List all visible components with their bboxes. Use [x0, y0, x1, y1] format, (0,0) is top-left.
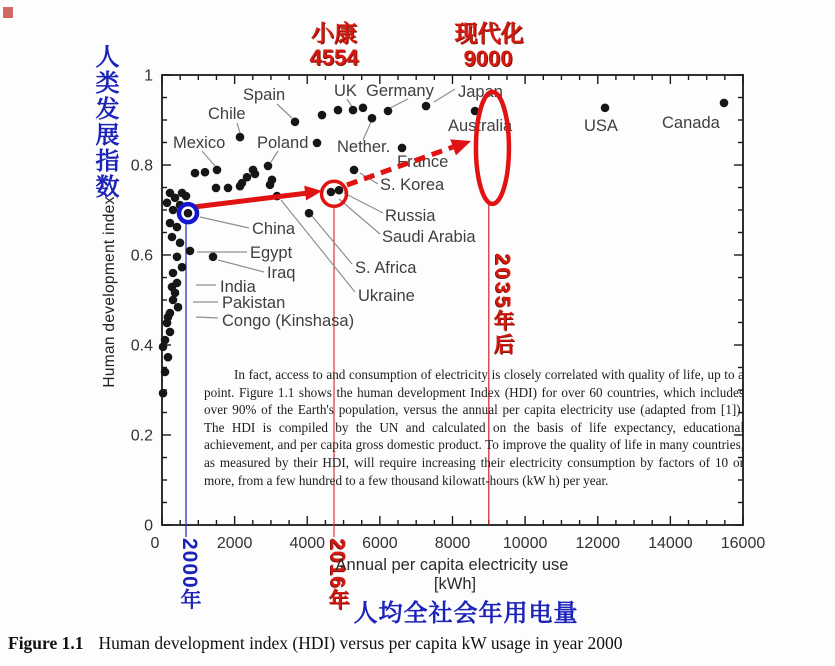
country-label: China [252, 220, 296, 238]
data-point-china [184, 209, 193, 218]
country-label: India [220, 278, 256, 296]
leader-line [200, 217, 249, 228]
modernization-annotation-title: 现代化 [454, 20, 524, 46]
data-point-poland [264, 162, 273, 171]
x-axis-unit-label: [kWh] [433, 575, 477, 593]
leader-line [196, 317, 218, 318]
y-tick-label: 0.4 [130, 337, 153, 355]
data-point [161, 336, 170, 345]
data-point-mexico [213, 166, 222, 175]
data-point [212, 184, 221, 193]
data-point-usa [601, 104, 610, 113]
x-tick-label: 12000 [575, 535, 620, 552]
data-point [169, 269, 178, 278]
leader-line [434, 89, 455, 102]
country-label: Congo (Kinshasa) [222, 312, 355, 330]
leader-line [339, 199, 380, 234]
x-axis-chinese-label: 人均全社会年用电量 [353, 600, 579, 627]
growth-arrow-solid-head [304, 186, 322, 201]
data-point [166, 189, 175, 198]
data-point [173, 252, 182, 261]
caption-text: Human development index (HDI) versus per capita kW usage in year 2000 [98, 633, 623, 653]
data-point [268, 176, 277, 185]
data-point-saudi-arabia [327, 188, 336, 197]
x-tick-label: 2000 [216, 535, 253, 552]
y-tick-label: 0.6 [130, 247, 153, 265]
data-point [182, 192, 191, 201]
data-point [238, 179, 247, 188]
data-point [191, 169, 200, 178]
country-label: Chile [208, 105, 246, 123]
data-point [161, 368, 170, 377]
country-label: S. Africa [355, 259, 417, 277]
data-point [166, 328, 175, 337]
leader-line [277, 104, 292, 118]
data-point [178, 263, 187, 272]
y-tick-label: 1 [144, 67, 153, 85]
xiaokang-annotation-title: 小康 [311, 20, 357, 46]
data-point-japan [422, 102, 431, 111]
x-tick-label: 4000 [289, 535, 326, 552]
data-point [318, 111, 327, 120]
data-point [359, 104, 368, 113]
country-label: France [397, 153, 449, 171]
country-label: Russia [385, 207, 436, 225]
year-2000-annotation: 2000年 [178, 538, 201, 611]
data-point-canada [720, 99, 729, 108]
data-point-congo-kinshasa [164, 313, 173, 322]
leader-line [237, 123, 240, 133]
x-tick-label: 6000 [362, 535, 398, 552]
leader-line [271, 151, 278, 162]
data-point-egypt [186, 247, 195, 256]
data-point [159, 389, 168, 398]
leader-line [347, 99, 352, 107]
data-point-s-africa [305, 209, 314, 218]
y-axis-label: Human development index [101, 196, 118, 388]
xiaokang-annotation-value: 4554 [309, 45, 359, 70]
data-point-nether [368, 114, 377, 123]
data-point [164, 353, 173, 362]
country-label: Nether. [337, 138, 391, 156]
figure-caption [8, 633, 623, 654]
data-point-iraq [209, 252, 218, 261]
data-point [168, 233, 177, 242]
caption-prefix: Figure 1.1 [8, 633, 84, 653]
leader-line [344, 193, 383, 213]
country-label: Saudi Arabia [382, 228, 476, 246]
embedded-paragraph: In fact, access to and consumption of electricity is closely correlated with quality of life, up to a point. Figure 1.1 shows the human development Index (HDI) for over 60 countries, which includes over 90% of the Earth's population, versus the annual per capita electricity use (adapted from [1]). The HDI is compiled by the UN and calculated on the basis of life expectancy, educational achievement, and per capita gross domestic product. To improve the quality of life in many countries, as measured by their HDI, will require increasing their electricity consumption by factors of 10 or more, from a few hundred to a few thousand kilowatt-hours (kW h) per year. [204, 367, 744, 488]
country-label: Spain [243, 86, 286, 104]
growth-arrow-solid [194, 193, 308, 207]
data-point [224, 184, 233, 193]
x-tick-label: 10000 [502, 535, 548, 552]
data-point-uk [349, 106, 358, 115]
y-tick-label: 0.8 [130, 157, 153, 175]
data-point [334, 106, 343, 115]
data-point-chile [236, 133, 245, 142]
leader-line [312, 216, 352, 264]
year-2016-annotation: 2016年 [326, 538, 349, 611]
data-point [249, 166, 258, 175]
leader-line [202, 151, 215, 166]
data-point-s-korea [350, 166, 359, 175]
x-axis-label: Annual per capita electricity use [335, 556, 569, 574]
data-point-india [173, 279, 182, 288]
country-label: Iraq [267, 264, 296, 282]
y-tick-label: 0 [144, 517, 153, 535]
country-label: Australia [448, 117, 513, 135]
data-point-spain [291, 118, 300, 127]
data-point [201, 168, 210, 177]
after-2035-annotation: 2035年后 [491, 253, 514, 357]
data-point [169, 206, 178, 215]
country-label: Canada [662, 114, 720, 132]
country-label: S. Korea [380, 176, 445, 194]
data-point [176, 239, 185, 248]
country-label: Japan [458, 83, 503, 101]
y-axis-chinese-label: 人类发展指数 [91, 44, 118, 200]
country-label: Poland [257, 134, 309, 152]
country-label: Ukraine [358, 287, 415, 305]
modernization-annotation-value: 9000 [463, 46, 513, 71]
y-tick-label: 0.2 [130, 427, 153, 445]
data-point [174, 303, 183, 312]
country-label: UK [334, 82, 357, 100]
country-label: Egypt [250, 244, 293, 262]
data-point [173, 223, 182, 232]
country-label: USA [584, 117, 618, 135]
x-tick-label: 8000 [434, 535, 471, 552]
growth-arrow-dashed-head [450, 139, 471, 155]
data-point [163, 199, 172, 208]
country-label: Pakistan [222, 294, 286, 312]
leader-line [390, 99, 408, 108]
x-tick-label: 16000 [720, 535, 766, 552]
data-point-france [398, 144, 407, 153]
data-point [313, 139, 322, 148]
data-point-germany [384, 107, 393, 116]
red-corner-mark [3, 7, 13, 18]
data-point-russia [335, 186, 344, 195]
country-label: Mexico [173, 134, 226, 152]
country-label: Germany [366, 82, 434, 100]
data-point-pakistan [169, 296, 178, 305]
x-tick-label: 14000 [648, 535, 693, 552]
target-9000-ellipse [476, 92, 509, 204]
x-tick-label: 0 [150, 535, 160, 552]
